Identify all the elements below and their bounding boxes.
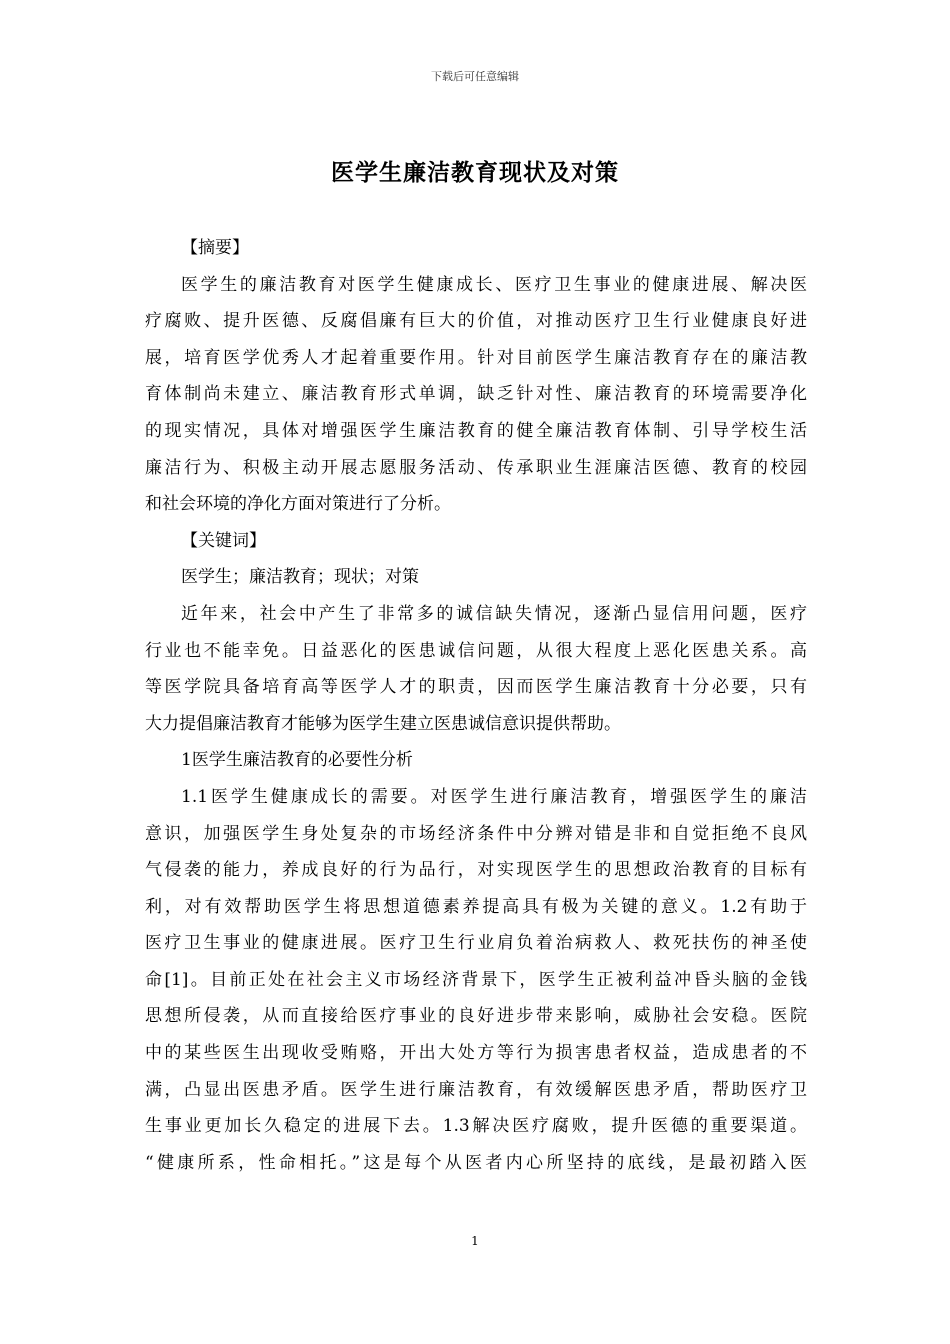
- text-line: 近年来，社会中产生了非常多的诚信缺失情况，逐渐凸显信用问题，医疗: [181, 603, 807, 624]
- text-line: 育体制尚未建立、廉洁教育形式单调，缺乏针对性、廉洁教育的环境需要净化: [145, 384, 807, 405]
- text-line: 廉洁行为、积极主动开展志愿服务活动、传承职业生涯廉洁医德、教育的校园: [145, 457, 807, 478]
- text-line: 疗腐败、提升医德、反腐倡廉有巨大的价值，对推动医疗卫生行业健康良好进: [145, 311, 807, 332]
- text-line: 思想所侵袭，从而直接给医疗事业的良好进步带来影响，威胁社会安稳。医院: [145, 1006, 807, 1027]
- text-line: 气侵袭的能力，养成良好的行为品行，对实现医学生的思想政治教育的目标有: [145, 860, 807, 881]
- text-line: 1.1医学生健康成长的需要。对医学生进行廉洁教育，增强医学生的廉洁: [181, 786, 807, 807]
- text-line: 医学生；廉洁教育；现状；对策: [181, 567, 419, 588]
- text-line: 的现实情况，具体对增强医学生廉洁教育的健全廉洁教育体制、引导学校生活: [145, 420, 807, 441]
- text-line: 意识，加强医学生身处复杂的市场经济条件中分辨对错是非和自觉拒绝不良风: [145, 823, 807, 844]
- text-line: 等医学院具备培育高等医学人才的职责，因而医学生廉洁教育十分必要，只有: [145, 677, 807, 698]
- text-line: 满，凸显出医患矛盾。医学生进行廉洁教育，有效缓解医患矛盾，帮助医疗卫: [145, 1079, 807, 1100]
- text-line: 命[1]。目前正处在社会主义市场经济背景下，医学生正被利益冲昏头脑的金钱: [145, 969, 807, 990]
- text-line: 利，对有效帮助医学生将思想道德素养提高具有极为关键的意义。1.2有助于: [145, 896, 807, 917]
- text-line: 1医学生廉洁教育的必要性分析: [181, 750, 413, 771]
- text-line: 医学生的廉洁教育对医学生健康成长、医疗卫生事业的健康进展、解决医: [181, 274, 807, 295]
- document-title: 医学生廉洁教育现状及对策: [331, 159, 619, 186]
- text-line: 大力提倡廉洁教育才能够为医学生建立医患诚信意识提供帮助。: [145, 713, 621, 734]
- text-line: 医疗卫生事业的健康进展。医疗卫生行业肩负着治病救人、救死扶伤的神圣使: [145, 933, 807, 954]
- text-line: 生事业更加长久稳定的进展下去。1.3解决医疗腐败，提升医德的重要渠道。: [145, 1116, 807, 1137]
- document-body: [145, 230, 807, 1181]
- page-header: 下载后可任意编辑: [431, 70, 519, 83]
- page-number: 1: [471, 1234, 479, 1248]
- text-line: 行业也不能幸免。日益恶化的医患诚信问题，从很大程度上恶化医患关系。高: [145, 640, 807, 661]
- text-line: “健康所系，性命相托。”这是每个从医者内心所坚持的底线，是最初踏入医: [145, 1152, 807, 1173]
- text-line: 中的某些医生出现收受贿赂，开出大处方等行为损害患者权益，造成患者的不: [145, 1043, 807, 1064]
- text-line: 【摘要】: [181, 238, 249, 258]
- text-line: 展，培育医学优秀人才起着重要作用。针对目前医学生廉洁教育存在的廉洁教: [145, 347, 807, 368]
- text-line: 和社会环境的净化方面对策进行了分析。: [145, 494, 451, 515]
- text-line: 【关键词】: [181, 530, 266, 551]
